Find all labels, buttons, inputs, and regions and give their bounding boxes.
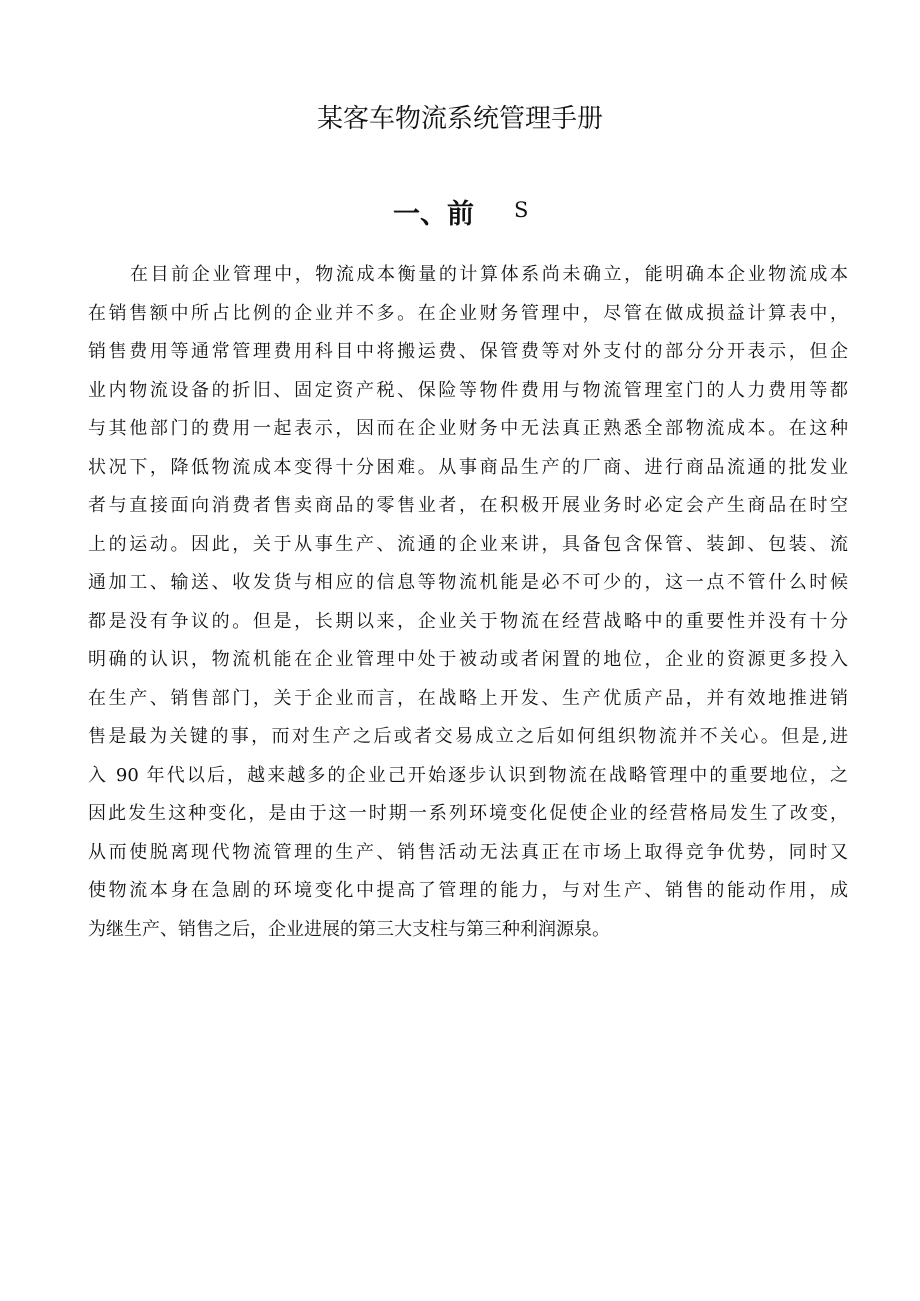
paragraph-line: 上的运动。因此，关于从事生产、流通的企业来讲，具备包含保管、装卸、包装、流 [88, 533, 848, 555]
paragraph-line: 者与直接面向消费者售卖商品的零售业者，在积极开展业务时必定会产生商品在时空 [88, 495, 848, 516]
paragraph-line: 状况下，降低物流成本变得十分困难。从事商品生产的厂商、进行商品流通的批发业 [88, 456, 848, 478]
paragraph-line: 使物流本身在急剧的环境变化中提高了管理的能力，与对生产、销售的能动作用，成 [88, 880, 848, 901]
section-heading-title: 一、前 [393, 199, 474, 230]
paragraph-line: 销售费用等通常管理费用科目中将搬运费、保管费等对外支付的部分分开表示，但企 [88, 341, 848, 362]
paragraph-line: 从而使脱离现代物流管理的生产、销售活动无法真正在市场上取得竞争优势，同时又 [88, 841, 848, 863]
section-heading [0, 192, 920, 232]
body-paragraph [88, 262, 848, 955]
paragraph-line: 与其他部门的费用一起表示，因而在企业财务中无法真正熟悉全部物流成本。在这种 [88, 418, 848, 439]
paragraph-line: 为继生产、销售之后，企业进展的第三大支柱与第三种利润源泉。 [88, 918, 610, 940]
paragraph-line: 在生产、销售部门，关于企业而言，在战略上开发、生产优质产品，并有效地推进销 [88, 687, 848, 709]
paragraph-line: 都是没有争议的。但是，长期以来，企业关于物流在经营战略中的重要性并没有十分 [88, 610, 848, 632]
paragraph-line: 因此发生这种变化，是由于这一时期一系列环境变化促使企业的经营格局发生了改变， [88, 803, 848, 824]
section-heading-tail: S [514, 198, 529, 222]
paragraph-line: 入 90 年代以后，越来越多的企业己开始逐步认识到物流在战略管理中的重要地位，之 [88, 764, 848, 786]
paragraph-line: 通加工、输送、收发货与相应的信息等物流机能是必不可少的，这一点不管什么时候 [88, 572, 848, 593]
paragraph-line: 业内物流设备的折旧、固定资产税、保险等物件费用与物流管理室门的人力费用等都 [88, 379, 848, 401]
paragraph-line: 在销售额中所占比例的企业并不多。在企业财务管理中，尽管在做成损益计算表中， [88, 302, 848, 324]
paragraph-line: 在目前企业管理中，物流成本衡量的计算体系尚未确立，能明确本企业物流成本 [130, 264, 848, 285]
paragraph-line: 明确的认识，物流机能在企业管理中处于被动或者闲置的地位，企业的资源更多投入 [88, 649, 848, 670]
document-title: 某客车物流系统管理手册 [316, 104, 603, 134]
paragraph-line: 售是最为关键的事，而对生产之后或者交易成立之后如何组织物流并不关心。但是,进 [88, 726, 848, 747]
